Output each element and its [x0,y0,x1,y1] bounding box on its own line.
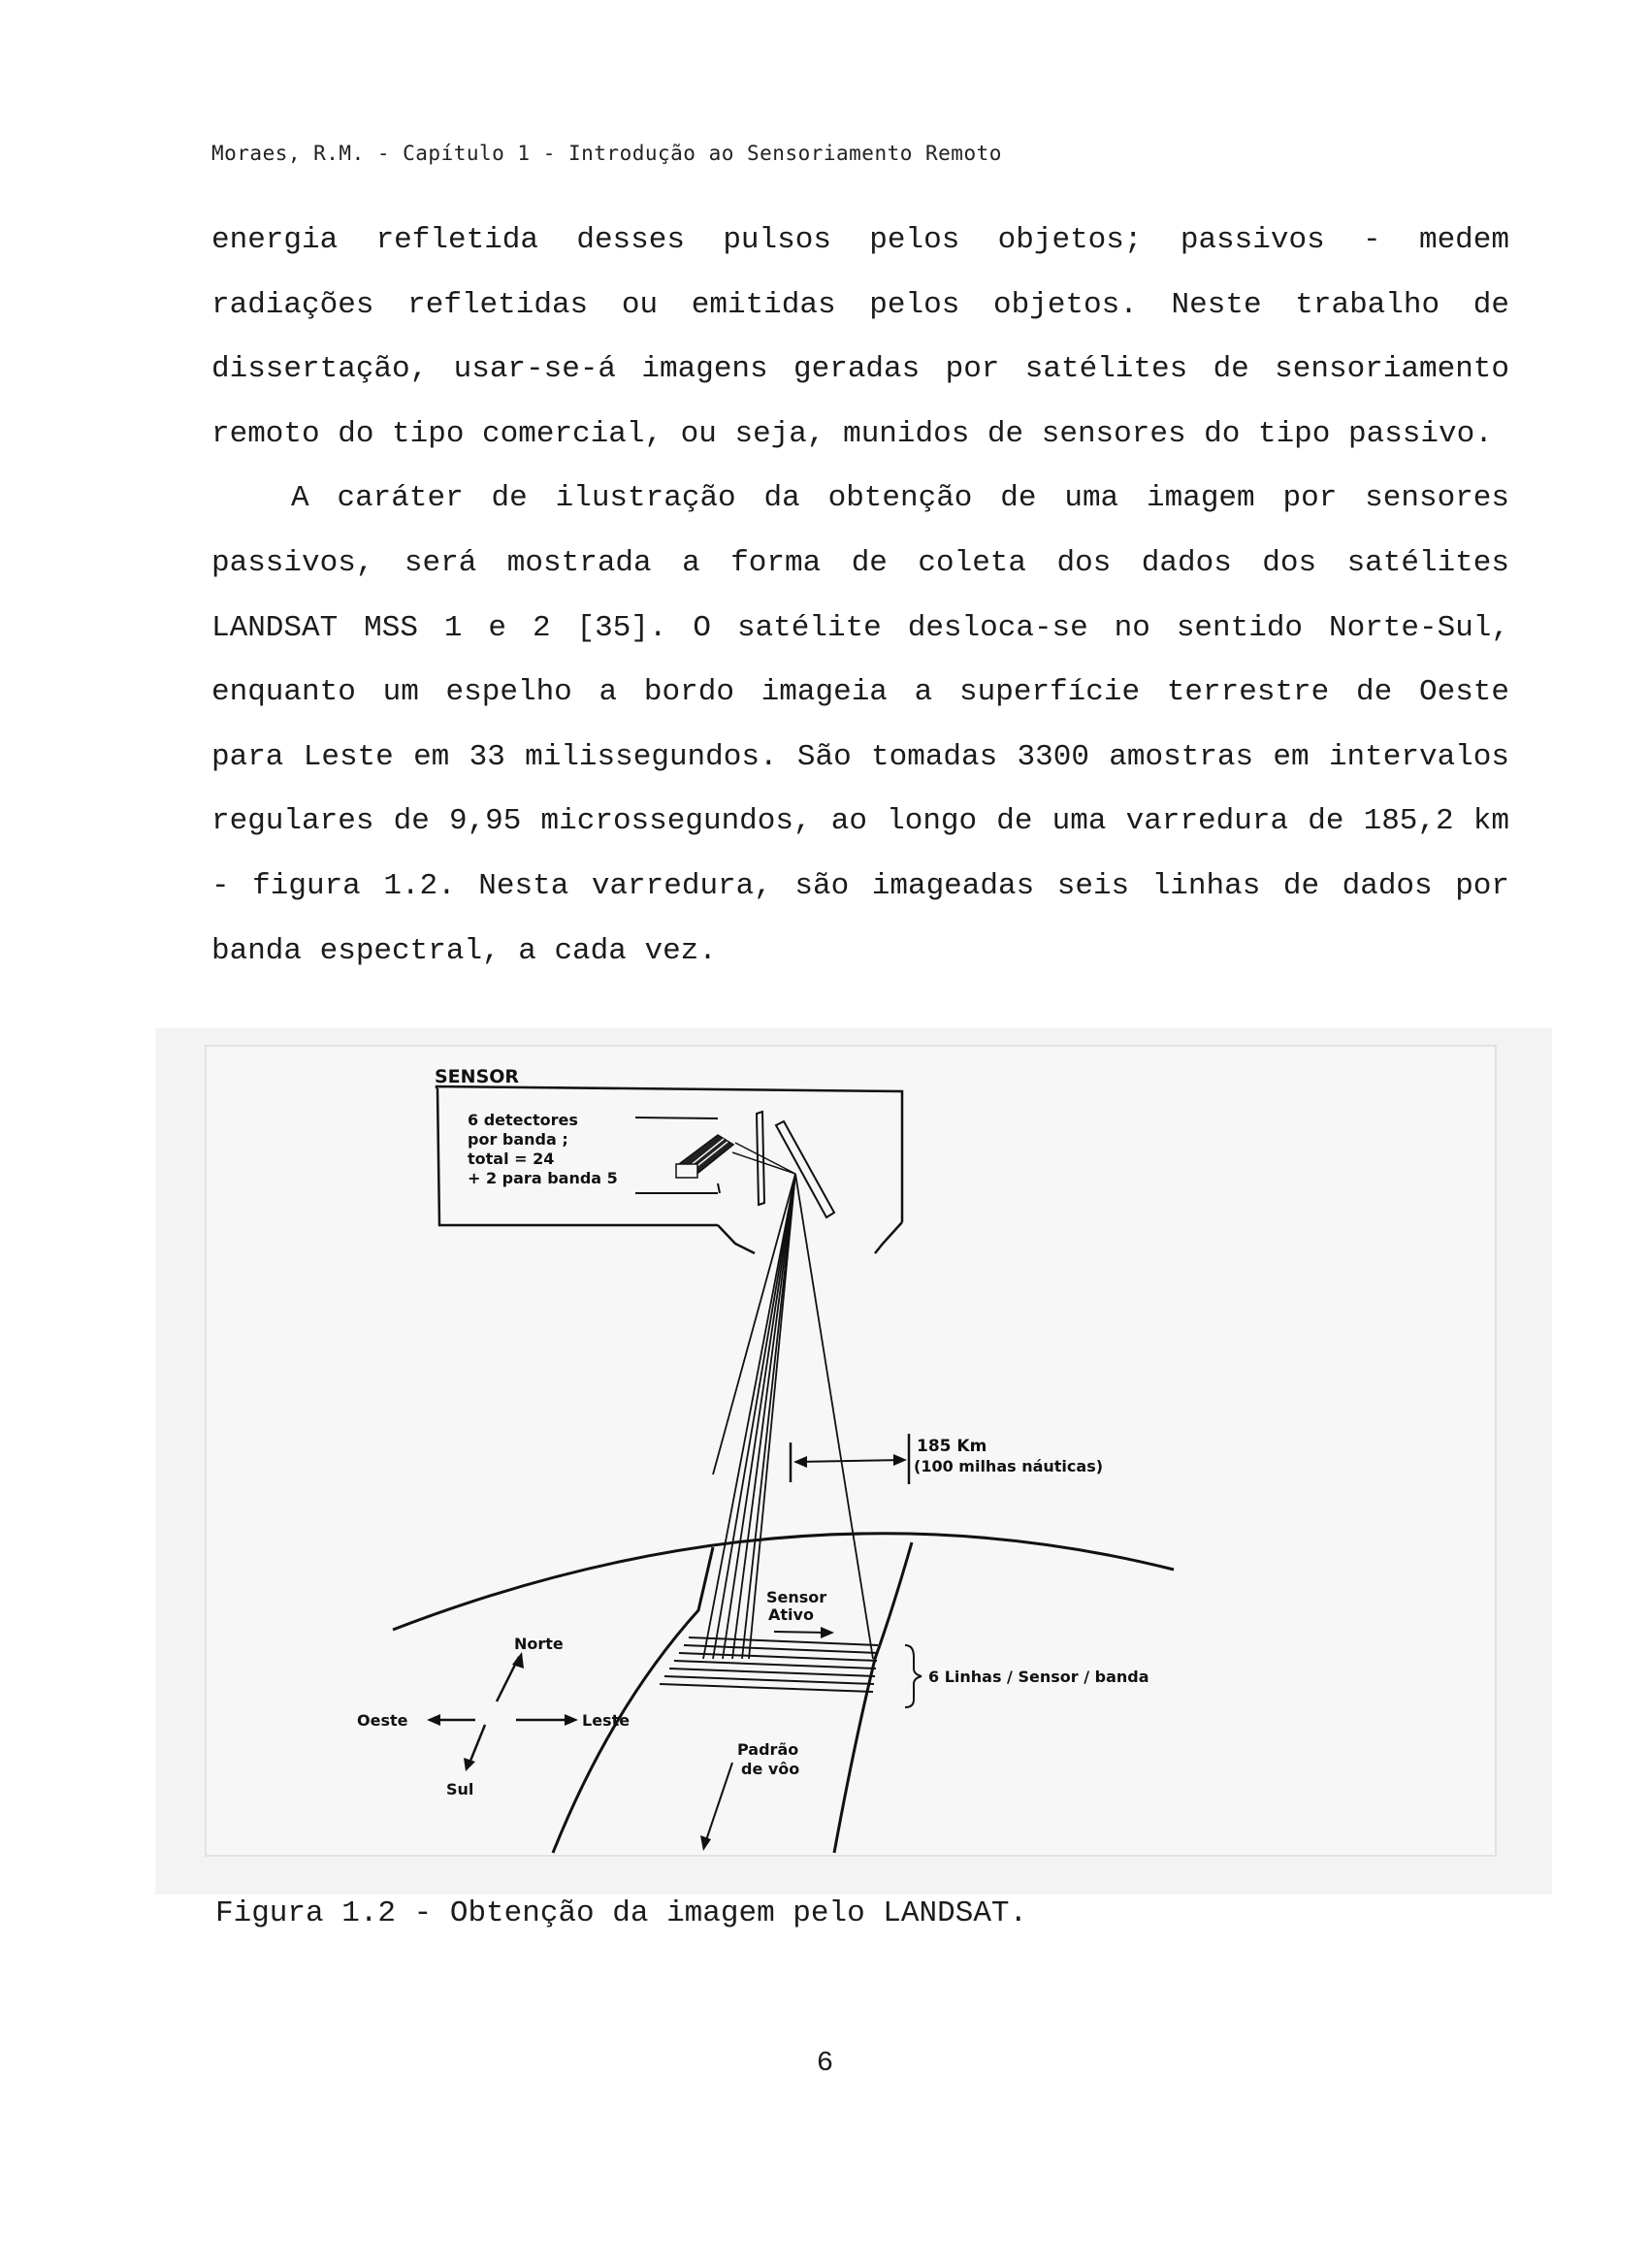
running-head: Moraes, R.M. - Capítulo 1 - Introdução ao Sensoriamento Remoto [211,142,1002,165]
width-nm-label: (100 milhas náuticas) [914,1457,1104,1475]
detectors-label-2: por banda ; [468,1130,568,1149]
figure-landsat-diagram [155,1028,1552,1895]
figure-sheet [206,1046,1496,1856]
sensor-active-arrow-line [774,1632,826,1633]
east-label: Leste [582,1711,631,1730]
detectors-label-3: total = 24 [468,1150,555,1168]
mirror-plate-icon [757,1112,764,1205]
body-text [211,209,1509,984]
six-lines-label: 6 Linhas / Sensor / banda [928,1668,1149,1686]
detectors-label-4: + 2 para banda 5 [468,1169,618,1187]
west-label: Oeste [357,1711,408,1730]
width-km-label: 185 Km [917,1437,987,1456]
sensor-active-label-1: Sensor [766,1588,827,1606]
sensor-title: SENSOR [435,1066,520,1087]
paragraph-2: A caráter de ilustração da obtenção de uma imagem por sensores passivos, será mostrada a forma de coleta dos dados dos satélites LANDSAT MSS 1 e 2 [35]. O satélite desloca-se no sentido Norte-Sul, enquanto um espelho a bordo imageia a superfície terrestre de Oeste para Leste em 33 milissegundos. São tomadas 3300 amostras em intervalos regulares de 9,95 microssegundos, ao longo de uma varredura de 185,2 km - figura 1.2. Nesta varredura, são imageadas seis linhas de dados por banda espectral, a cada vez. [211,481,1509,968]
sensor-active-label-2: Ativo [768,1605,814,1624]
flight-pattern-label-1: Padrão [737,1740,799,1759]
north-label: Norte [514,1635,564,1653]
south-label: Sul [446,1780,474,1798]
detectors-label-1: 6 detectores [468,1111,578,1129]
paragraph-1: energia refletida desses pulsos pelos objetos; passivos - medem radiações refletidas ou emitidas pelos objetos. Neste trabalho de dissertação, usar-se-á imagens geradas por satélites de sensoriamento remoto do tipo comercial, ou seja, munidos de sensores do tipo passivo. [211,223,1509,451]
landsat-scan-diagram [155,1028,1552,1895]
figure-caption: Figura 1.2 - Obtenção da imagem pelo LANDSAT. [215,1896,1028,1930]
flight-pattern-label-2: de vôo [741,1760,800,1778]
page-number: 6 [816,2047,834,2079]
